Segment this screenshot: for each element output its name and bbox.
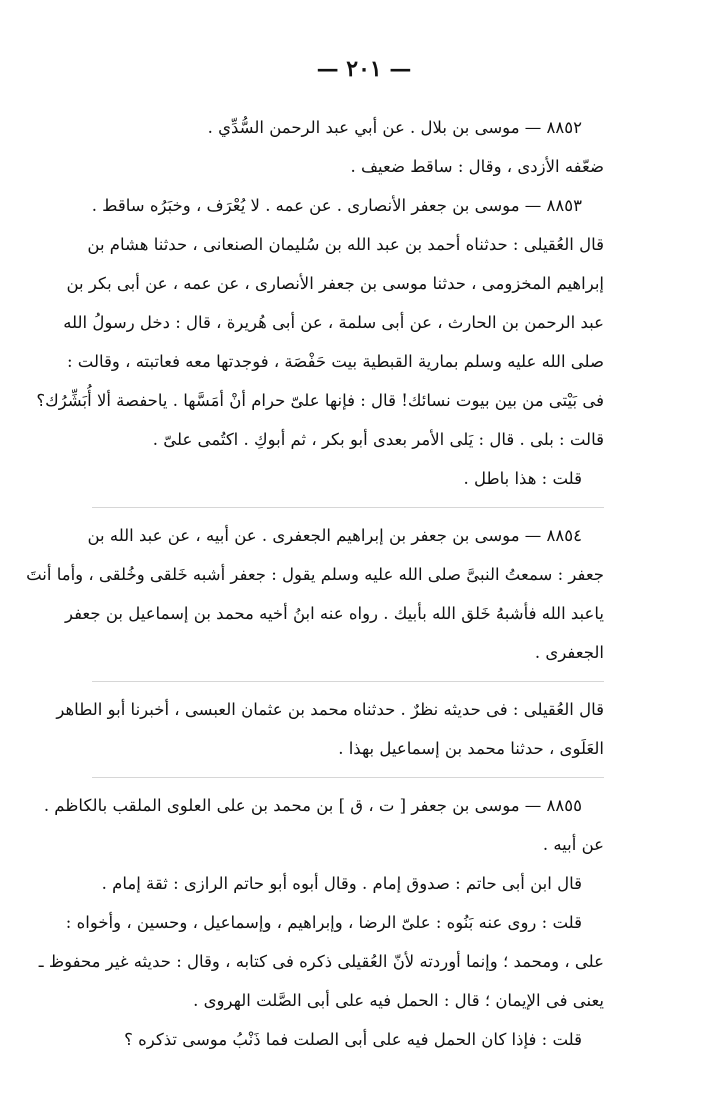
entry-8854-quote: العَلَوى ، حدثنا محمد بن إسماعيل بهذا .: [338, 739, 604, 758]
page-number: — ٢٠١ —: [316, 56, 412, 82]
entry-8853-text-line: إبراهيم المخزومى ، حدثنا موسى بن جعفر الأنصارى ، عن عمه ، عن أبى بكر بن: [66, 274, 604, 293]
section-divider: [92, 777, 604, 778]
section-divider: [92, 507, 604, 508]
entry-8853-text-line: صلى الله عليه وسلم بمارية القبطية بيت حَفْصَة ، فوجدتها معه فعاتبته ، وقالت :: [66, 352, 604, 371]
entry-8854-text-line: ياعبد الله فأشبهُ خَلق الله بأبيك . رواه عنه ابنُ أخيه محمد بن إسماعيل بن جعفر: [64, 604, 604, 623]
entry-8854-heading: ٨٨٥٤ — موسى بن جعفر بن إبراهيم الجعفرى . عن أبيه ، عن عبد الله بن: [87, 526, 582, 545]
entry-8853-text-line: قال العُقيلى : حدثناه أحمد بن عبد الله بن سُليمان الصنعانى ، حدثنا هشام بن: [87, 235, 604, 254]
entry-8853-text-line: فى بَيْتى من بين بيوت نسائك! قال : فإنها علىّ حرام أنْ أمَسَّها . ياحفصة ألا أُبَشِّرُك؟: [36, 391, 604, 410]
entry-8853-comment: قلت : هذا باطل .: [463, 469, 582, 488]
entry-8853-heading: ٨٨٥٣ — موسى بن جعفر الأنصارى . عن عمه . لا يُعْرَف ، وخبَرُه ساقط .: [91, 196, 582, 215]
entry-8855-text-line: عن أبيه .: [542, 835, 604, 854]
entry-8855-comment: يعنى فى الإيمان ؛ قال : الحمل فيه على أبى الصَّلت الهروى .: [193, 991, 604, 1010]
entry-8854-quote: قال العُقيلى : فى حديثه نظرٌ . حدثناه محمد بن عثمان العبسى ، أخبرنا أبو الطاهر: [56, 700, 604, 719]
entry-8852-heading: ٨٨٥٢ — موسى بن بلال . عن أبي عبد الرحمن السُّدِّي .: [207, 118, 582, 137]
section-divider: [92, 681, 604, 682]
entry-8855-comment: قلت : فإذا كان الحمل فيه على أبى الصلت فما ذَنْبُ موسى تذكره ؟: [124, 1030, 582, 1049]
entry-8855-comment: على ، ومحمد ؛ وإنما أوردته لأنّ العُقيلى ذكره فى كتابه ، وقال : حديثه غير محفوظ ـ: [38, 952, 604, 971]
page-body: [26, 108, 604, 1059]
entry-8855-heading: ٨٨٥٥ — موسى بن جعفر [ ت ، ق ] بن محمد بن على العلوى الملقب بالكاظم .: [43, 796, 582, 815]
entry-8854-text-line: الجعفرى .: [534, 643, 604, 662]
entry-8854-text-line: جعفر : سمعتُ النبىَّ صلى الله عليه وسلم يقول : جعفر أشبه خَلقى وخُلقى ، وأما أنتَ: [26, 565, 604, 584]
entry-8853-text-line: عبد الرحمن بن الحارث ، عن أبى سلمة ، عن أبى هُريرة ، قال : دخل رسولُ الله: [63, 313, 604, 332]
entry-8852-text: ضعّفه الأزدى ، وقال : ساقط ضعيف .: [350, 157, 604, 176]
entry-8853-text-line: قالت : بلى . قال : يَلى الأمر بعدى أبو بكر ، ثم أبوكِ . اكتُمى علىّ .: [152, 430, 604, 449]
entry-8855-comment: قلت : روى عنه بَنُوه : علىّ الرضا ، وإبراهيم ، وإسماعيل ، وحسين ، وأخواه :: [65, 913, 582, 932]
entry-8855-text-line: قال ابن أبى حاتم : صدوق إمام . وقال أبوه أبو حاتم الرازى : ثقة إمام .: [101, 874, 582, 893]
